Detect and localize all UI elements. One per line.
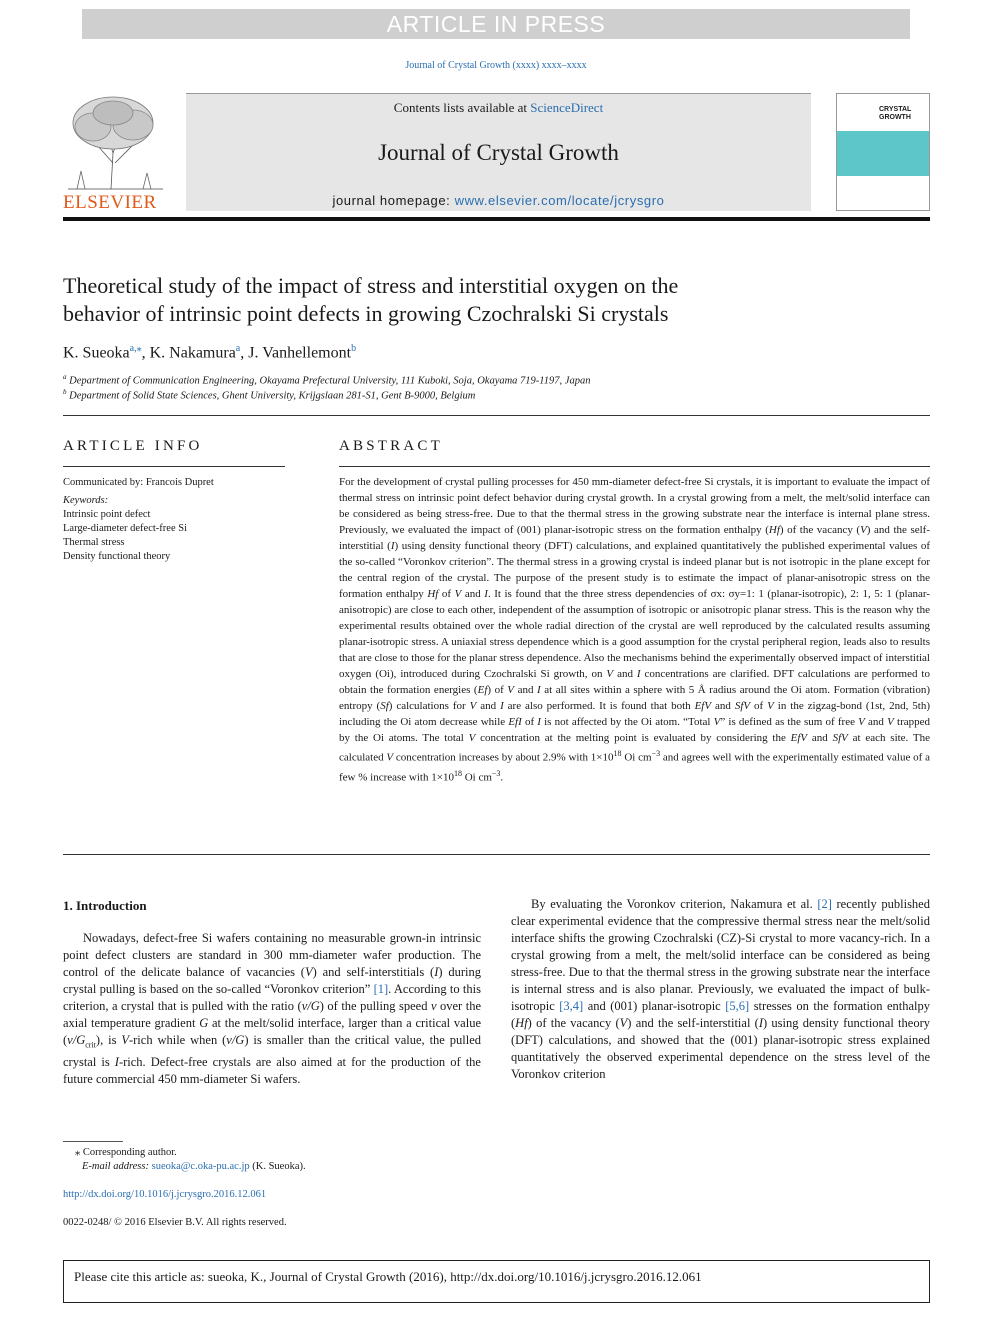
article-in-press-banner: ARTICLE IN PRESS <box>82 9 910 39</box>
homepage-prefix: journal homepage: <box>332 193 455 208</box>
corresponding-author-note: ⁎ Corresponding author. <box>75 1147 177 1158</box>
affil-text: Department of Communication Engineering, Okayama Prefectural University, 111 Kuboki, Soja, Okayama 719-1197, Japan <box>69 375 591 387</box>
abstract-rule <box>339 466 930 467</box>
cite-this-article-box[interactable]: Please cite this article as: sueoka, K., Journal of Crystal Growth (2016), http://dx.doi.org/10.1016/j.jcrysgro.2016.12.061 <box>63 1260 930 1303</box>
cover-title-line1: CRYSTAL <box>879 106 912 113</box>
affil-mark: b <box>63 388 67 396</box>
intro-left-paragraph: Nowadays, defect-free Si wafers containing no measurable grown-in intrinsic point defect clusters are standard in 300 mm-diameter wafer production. The control of the delicate balance of vacancies (V) and self-interstitials (I) during crystal pulling is based on the so-called “Voronkov criterion” [1]. According to this criterion, a crystal that is pulled with the ratio (v/G) of the pulling speed v over the axial temperature gradient G at the melt/solid interface, larger than a critical value $(v/G_{crit})$, is V-rich while when (v/G) is smaller than the critical value, the pulled crystal is I-rich. Defect-free crystals are also aimed at for the production of the future commercial 450 mm-diameter Si wafers. <box>63 931 481 1086</box>
keywords-label: Keywords: <box>63 495 109 506</box>
communicated-by: Communicated by: Francois Dupret <box>63 477 214 488</box>
copyright-line: 0022-0248/ © 2016 Elsevier B.V. All rights reserved. <box>63 1217 287 1228</box>
abstract-text: For the development of crystal pulling processes for 450 mm-diameter defect-free Si crystals, it is important to evaluate the impact of thermal stress on intrinsic point defect behavior during crystal growth. In a crystal growing from a melt, the melt/solid interface can be considered as being stress-free. Due to that the thermal stress in the growing substrate near the interface is internal plane stress. Previously, we evaluated the impact of (001) planar-isotropic stress on the formation enthalpy (Hf) of the vacancy (V) and the self-interstitial (I) using density functional theory (DFT) calculations, and explained quantitatively the published experimental values of the so-called “Voronkov criterion”. The thermal stress in a growing crystal is indeed planar but is not isotropic in the plane except for the central region of the crystal. The purpose of the present study is to estimate the impact of planar-anisotropic stress on the formation enthalpy Hf of V and I. It is found that the three stress dependencies of σx: σy=1: 1 (planar-isotropic), 2: 1, 5: 1 (planar-anisotropic) are close to each other, independent of the assumption of isotropic or anisotropic planar stress. This is the reason why the experimental results obtained over the whole radial direction of the crystal are well reproduced by the calculated results assuming planar-isotropic stress. A uniaxial stress dependence which is a good assumption for the crystal peripheral region, leads also to results that are close to those for the planar stress dependence. Also the mechanisms behind the experimentally observed impact of interstitial oxygen (Oi), introduced during Czochralski Si growth, on V and I concentrations are clarified. DFT calculations are performed to obtain the formation energies (Ef) of V and I at all sites within a sphere with 5 Å radius around the Oi atom. Formation (vibration) entropy (Sf) calculations for V and I are also performed. It is found that both EfV and SfV of V in the zigzag-bond (1st, 2nd, 5th) including the Oi atom decrease while EfI of I is not affected by the Oi atom. “Total V” is defined as the sum of free V and V trapped by the Oi atoms. The total V concentration at the melting point is evaluated by considering the EfV and SfV at each site. The calculated V concentration increases by about 2.9% with $1\times 10^{18}$ Oi $cm^{-3}$ and agrees well with the experimentally estimated value of a few % increase with $1\times 10^{18}$ Oi $cm^{-3}$. <box>339 476 931 784</box>
author-affil-marker[interactable]: b <box>351 343 357 354</box>
cover-title-line2: GROWTH <box>879 114 911 121</box>
ref-link[interactable]: [5,6] <box>725 999 750 1013</box>
author-list: K. Sueoka$^{a,⁎}$, K. Nakamura$^a$, J. Vanhellemont$^b$ <box>63 343 357 362</box>
cover-teal-band <box>837 131 929 176</box>
article-title <box>63 272 923 328</box>
doi-link[interactable]: http://dx.doi.org/10.1016/j.jcrysgro.2016.12.061 <box>63 1189 267 1200</box>
author-name: K. Sueoka <box>63 344 130 362</box>
publisher-name: ELSEVIER <box>63 192 157 213</box>
intro-heading: 1. Introduction <box>63 898 147 913</box>
author-name: K. Nakamura <box>149 344 236 362</box>
footnote-rule <box>63 1141 123 1142</box>
journal-cover-thumbnail[interactable] <box>836 93 930 211</box>
contents-prefix: Contents lists available at <box>393 100 531 115</box>
keyword-item: Intrinsic point defect <box>63 509 151 520</box>
abstract-bottom-rule <box>63 854 930 855</box>
affil-text: Department of Solid State Sciences, Ghent University, Krijgslaan 281-S1, Gent B-9000, Belgium <box>69 390 476 402</box>
cover-title <box>879 106 911 122</box>
abstract-heading: ABSTRACT <box>339 438 443 454</box>
email-note: E-mail address: sueoka@c.oka-pu.ac.jp (K. Sueoka). <box>82 1161 306 1172</box>
keyword-item: Large-diameter defect-free Si <box>63 523 187 534</box>
article-title-line2: behavior of intrinsic point defects in growing Czochralski Si crystals <box>63 301 669 326</box>
journal-title: Journal of Crystal Growth <box>378 140 619 165</box>
ref-link[interactable]: [3,4] <box>559 999 584 1013</box>
article-info-heading: ARTICLE INFO <box>63 438 203 454</box>
intro-right-paragraph: By evaluating the Voronkov criterion, Nakamura et al. [2] recently published clear experimental evidence that the compressive thermal stress near the melt/solid interface shifts the growing Czochralski (CZ)-Si crystal to more vacancy-rich. In a crystal growing from a melt, the melt/solid interface can be considered as being stress-free. Due to that the thermal stress in the growing substrate near the interface is internal stress and is also planar. Previously, we evaluated the impact of bulk-isotropic [3,4] and (001) planar-isotropic [5,6] stresses on the formation enthalpy (Hf) of the vacancy (V) and the self-interstitial (I) using density functional theory (DFT) calculations, and showed that the (001) planar-isotropic stress explained quantitatively the observed experimental dependence on the stress level of the Voronkov criterion <box>511 897 930 1081</box>
affiliation-a <box>63 373 590 387</box>
affil-rule <box>63 415 930 416</box>
journal-homepage-line <box>186 193 811 208</box>
affil-mark: a <box>63 373 67 381</box>
article-info-block <box>63 476 285 564</box>
sciencedirect-link[interactable]: ScienceDirect <box>530 100 604 115</box>
journal-citation-line[interactable]: Journal of Crystal Growth (xxxx) xxxx–xxxx <box>405 60 587 71</box>
email-link[interactable]: sueoka@c.oka-pu.ac.jp <box>151 1161 250 1172</box>
header-rule <box>63 217 930 221</box>
keyword-item: Density functional theory <box>63 551 171 562</box>
contents-line <box>186 100 811 116</box>
author-affil-marker[interactable]: a <box>235 343 241 354</box>
article-info-rule <box>63 466 285 467</box>
keyword-item: Thermal stress <box>63 537 125 548</box>
affiliation-b <box>63 388 475 402</box>
author-name: J. Vanhellemont <box>248 344 352 362</box>
ref-link[interactable]: [2] <box>817 897 832 911</box>
ref-link[interactable]: [1] <box>373 982 389 996</box>
homepage-link[interactable]: www.elsevier.com/locate/jcrysgro <box>454 193 665 208</box>
elsevier-tree-icon <box>63 93 168 191</box>
author-affil-marker[interactable]: a,⁎ <box>129 343 142 354</box>
article-title-line1: Theoretical study of the impact of stress and interstitial oxygen on the <box>63 273 679 298</box>
